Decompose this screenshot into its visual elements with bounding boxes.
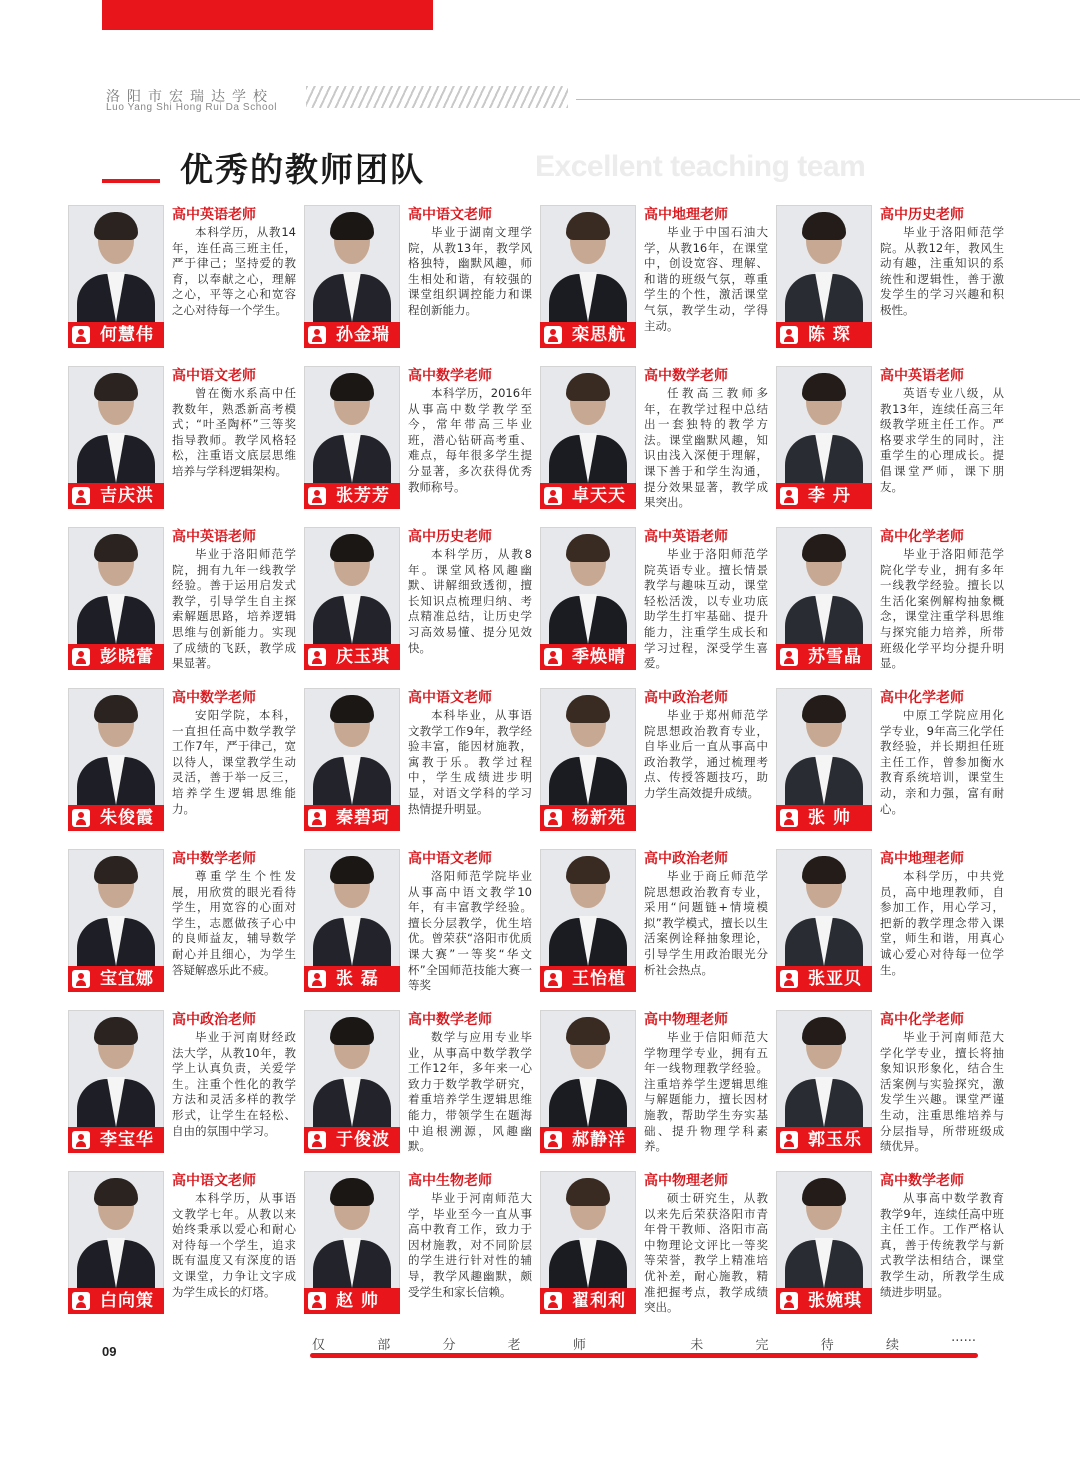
teacher-name: 李 丹 xyxy=(808,486,851,506)
teacher-bio: 毕业于中国石油大学，从教16年，在课堂中，创设宽容、理解、和谐的班级气氛，尊重学生的个性，激活课堂气氛，教学生动，学得主动。 xyxy=(644,225,768,333)
teacher-card xyxy=(774,847,1010,1008)
teacher-photo xyxy=(68,1171,164,1289)
teacher-card xyxy=(538,686,774,847)
teacher-bio: 毕业于洛阳师范学院化学专业，拥有多年一线教学经验。擅长以生活化案例解构抽象概念，课堂注重学科思维与探究能力培养，所带班级化学平均分提升明显。 xyxy=(880,547,1004,671)
person-icon xyxy=(308,809,326,827)
teacher-card xyxy=(774,1008,1010,1169)
teacher-name: 秦碧珂 xyxy=(336,808,390,828)
teacher-bio: 本科学历，从教8年。课堂风格风趣幽默、讲解细致透彻，擅长知识点梳理归纳、考点精准总结，让历史学习高效易懂、提分见效快。 xyxy=(408,547,532,655)
teacher-role: 高中英语老师 xyxy=(172,529,256,545)
teacher-bio: 毕业于河南师范大学化学专业，擅长将抽象知识形象化，结合生活案例与实验探究，激发学生兴趣。课堂严谨生动，注重思维培养与分层指导，所带班级成绩优异。 xyxy=(880,1030,1004,1154)
teacher-card xyxy=(66,525,302,686)
teacher-card xyxy=(538,525,774,686)
person-icon xyxy=(780,970,798,988)
teacher-name: 卓天天 xyxy=(572,486,626,506)
teacher-card xyxy=(66,1008,302,1169)
teacher-name: 何慧伟 xyxy=(100,325,154,345)
teacher-bio: 毕业于郑州师范学院思想政治教育专业，自毕业后一直从事高中政治教学，通过梳理考点、传授答题技巧，助力学生高效提升成绩。 xyxy=(644,708,768,800)
teacher-role: 高中化学老师 xyxy=(880,1012,964,1028)
teacher-bio: 英语专业八级，从教13年，连续任高三年级教学班主任工作。严格要求学生的同时，注重学生的心理成长。提倡课堂严师，课下朋友。 xyxy=(880,386,1004,494)
teacher-photo xyxy=(776,1171,872,1289)
teacher-name: 张 帅 xyxy=(808,808,851,828)
teacher-bio: 毕业于信阳师范大学物理学专业，拥有五年一线物理教学经验。注重培养学生逻辑思维与解题能力，擅长因材施教，帮助学生夯实基础、提升物理学科素养。 xyxy=(644,1030,768,1154)
person-icon xyxy=(780,487,798,505)
teacher-photo xyxy=(68,849,164,967)
teacher-role: 高中历史老师 xyxy=(880,207,964,223)
person-icon xyxy=(544,487,562,505)
teacher-name-tag xyxy=(776,483,872,509)
person-icon xyxy=(780,1131,798,1149)
teacher-name-tag xyxy=(776,1127,872,1153)
footer-note-char: 续 xyxy=(885,1338,899,1353)
teacher-bio: 硕士研究生，从教以来先后荣获洛阳市青年骨干教师、洛阳市高中物理论文评比一等奖等荣誉，教学上精准培优补差，耐心施教，精准把握考点，教学成绩突出。 xyxy=(644,1191,768,1315)
teacher-card xyxy=(774,203,1010,364)
teacher-name: 苏雪晶 xyxy=(808,647,862,667)
teacher-role: 高中数学老师 xyxy=(644,368,728,384)
person-icon xyxy=(308,1292,326,1310)
teacher-name: 栾思航 xyxy=(572,325,626,345)
teacher-name-tag xyxy=(304,322,400,348)
teacher-name-tag xyxy=(304,805,400,831)
top-red-bar xyxy=(102,0,433,30)
footer-note-char: 未 xyxy=(690,1338,704,1353)
teacher-card xyxy=(66,203,302,364)
teacher-name: 郝静洋 xyxy=(572,1130,626,1150)
teacher-name-tag xyxy=(776,1288,872,1314)
teacher-name-tag xyxy=(68,805,164,831)
person-icon xyxy=(308,970,326,988)
teacher-name: 李宝华 xyxy=(100,1130,154,1150)
teacher-bio: 本科毕业，从事语文教学工作9年，教学经验丰富，能因材施教，寓教于乐。教学过程中，学生成绩进步明显，对语文学科的学习热情提升明显。 xyxy=(408,708,532,816)
teacher-bio: 毕业于湖南文理学院，从教13年，教学风格独特，幽默风趣，师生相处和谐，有较强的课堂组织调控能力和课程创新能力。 xyxy=(408,225,532,317)
teacher-name-tag xyxy=(68,483,164,509)
teacher-bio: 本科学历，从事语文教学七年。从教以来始终秉承以爱心和耐心对待每一个学生，追求既有温度又有深度的语文课堂，力争让文字成为学生成长的灯塔。 xyxy=(172,1191,296,1299)
teacher-role: 高中英语老师 xyxy=(172,207,256,223)
teacher-name-tag xyxy=(776,805,872,831)
teacher-card xyxy=(302,1008,538,1169)
teacher-card xyxy=(538,364,774,525)
teacher-photo xyxy=(776,1010,872,1128)
teacher-name-tag xyxy=(540,483,636,509)
teacher-bio: 本科学历，从教14年，连任高三班主任，严于律己；坚持爱的教育，以奉献之心，理解之心，平等之心和宽容之心对待每一个学生。 xyxy=(172,225,296,317)
hatch-decoration xyxy=(306,86,568,108)
teacher-bio: 曾在衡水系高中任教数年，熟悉新高考模式；“叶圣陶杯”三等奖指导教师。教学风格轻松，注重语文底层思维培养与学科逻辑架构。 xyxy=(172,386,296,478)
teacher-name-tag xyxy=(68,322,164,348)
teacher-name: 白向策 xyxy=(100,1291,154,1311)
teacher-name-tag xyxy=(540,644,636,670)
teacher-bio: 毕业于河南财经政法大学，从教10年，教学上认真负责，关爱学生。注重个性化的教学方法和灵活多样的教学形式，让学生在轻松、自由的氛围中学习。 xyxy=(172,1030,296,1138)
teacher-name: 张婉琪 xyxy=(808,1291,862,1311)
teacher-role: 高中语文老师 xyxy=(408,207,492,223)
footer-note-char: 师 xyxy=(572,1338,586,1353)
teacher-bio: 安阳学院，本科，一直担任高中数学教学工作7年，严于律己，宽以待人，课堂教学生动灵活，善于举一反三，培养学生逻辑思维能力。 xyxy=(172,708,296,816)
teacher-card xyxy=(538,847,774,1008)
teacher-bio: 数学与应用专业毕业，从事高中数学教学工作12年，多年来一心致力于数学教学研究，着重培养学生逻辑思维能力，带领学生在题海中追根溯源，风趣幽默。 xyxy=(408,1030,532,1154)
person-icon xyxy=(72,809,90,827)
footer-note-char: 分 xyxy=(442,1338,456,1353)
footer-note-char: 完 xyxy=(755,1338,769,1353)
teacher-photo xyxy=(304,527,400,645)
teacher-card xyxy=(774,686,1010,847)
teacher-bio: 洛阳师范学院毕业从事高中语文教学10年，有丰富教学经验。擅长分层教学，优生培优。曾荣获“洛阳市优质课大赛”一等奖“华文杯”全国师范技能大赛一等奖 xyxy=(408,869,532,993)
footer-note-char: 仅 xyxy=(312,1338,326,1353)
teacher-name: 朱俊霞 xyxy=(100,808,154,828)
teacher-card xyxy=(774,525,1010,686)
teacher-role: 高中语文老师 xyxy=(408,851,492,867)
teacher-card xyxy=(538,1169,774,1330)
teacher-card xyxy=(538,1008,774,1169)
teacher-bio: 毕业于河南师范大学，毕业至今一直从事高中教育工作，致力于因材施教，对不同阶层的学生进行针对性的辅导，教学风趣幽默，颇受学生和家长信赖。 xyxy=(408,1191,532,1299)
teacher-photo xyxy=(68,205,164,323)
person-icon xyxy=(72,970,90,988)
person-icon xyxy=(72,1131,90,1149)
footer-note-char: ······ xyxy=(951,1334,976,1349)
teacher-card xyxy=(302,525,538,686)
teacher-name-tag xyxy=(68,966,164,992)
person-icon xyxy=(780,1292,798,1310)
teacher-name-tag xyxy=(540,966,636,992)
school-name-cn: 洛阳市宏瑞达学校 xyxy=(106,89,274,105)
teacher-photo xyxy=(540,1171,636,1289)
footer-note-char: 老 xyxy=(507,1338,521,1353)
teacher-photo xyxy=(540,205,636,323)
page-title-en: Excellent teaching team xyxy=(535,150,866,183)
teacher-role: 高中数学老师 xyxy=(880,1173,964,1189)
teacher-role: 高中数学老师 xyxy=(172,690,256,706)
person-icon xyxy=(308,487,326,505)
person-icon xyxy=(544,648,562,666)
teacher-photo xyxy=(776,527,872,645)
footer-note-char: 待 xyxy=(820,1338,834,1353)
teacher-role: 高中政治老师 xyxy=(644,851,728,867)
teacher-photo xyxy=(304,205,400,323)
teacher-role: 高中语文老师 xyxy=(172,368,256,384)
teacher-card xyxy=(66,847,302,1008)
teacher-role: 高中数学老师 xyxy=(172,851,256,867)
teacher-bio: 毕业于洛阳师范学院英语专业。擅长情景教学与趣味互动，课堂轻松活泼，以专业功底助学生打牢基础、提升能力，注重学生成长和学习过程，深受学生喜爱。 xyxy=(644,547,768,671)
person-icon xyxy=(72,326,90,344)
person-icon xyxy=(72,1292,90,1310)
teacher-name-tag xyxy=(68,1288,164,1314)
teacher-bio: 毕业于洛阳师范学院。从教12年，教风生动有趣，注重知识的系统性和逻辑性，善于激发学生的学习兴趣和积极性。 xyxy=(880,225,1004,317)
teacher-name: 庆玉琪 xyxy=(336,647,390,667)
teacher-name-tag xyxy=(304,1288,400,1314)
person-icon xyxy=(72,648,90,666)
teacher-role: 高中语文老师 xyxy=(172,1173,256,1189)
teacher-role: 高中化学老师 xyxy=(880,529,964,545)
teacher-role: 高中政治老师 xyxy=(644,690,728,706)
teacher-role: 高中数学老师 xyxy=(408,1012,492,1028)
person-icon xyxy=(780,809,798,827)
page-title: 优秀的教师团队 xyxy=(180,150,425,189)
teacher-name-tag xyxy=(540,1288,636,1314)
teacher-name-tag xyxy=(304,483,400,509)
teacher-role: 高中生物老师 xyxy=(408,1173,492,1189)
teacher-name-tag xyxy=(68,644,164,670)
teacher-card xyxy=(66,1169,302,1330)
teacher-name: 季焕晴 xyxy=(572,647,626,667)
footer-note-char: 部 xyxy=(377,1338,391,1353)
teacher-photo xyxy=(776,688,872,806)
teacher-photo xyxy=(68,1010,164,1128)
teacher-card xyxy=(66,364,302,525)
teacher-card xyxy=(538,203,774,364)
header-divider xyxy=(576,99,1080,100)
teacher-card xyxy=(302,847,538,1008)
teacher-name-tag xyxy=(540,1127,636,1153)
teacher-role: 高中英语老师 xyxy=(644,529,728,545)
teacher-name: 王怡植 xyxy=(572,969,626,989)
teacher-grid xyxy=(66,203,1066,1327)
teacher-name: 张 磊 xyxy=(336,969,379,989)
teacher-card xyxy=(774,364,1010,525)
teacher-photo xyxy=(68,527,164,645)
teacher-bio: 本科学历，中共党员，高中地理教师，自参加工作，用心学习，把新的教学理念带入课堂，师生和谐，用真心诚心爱心对待每一位学生。 xyxy=(880,869,1004,977)
teacher-name: 宝宜娜 xyxy=(100,969,154,989)
teacher-bio: 中原工学院应用化学专业，9年高三化学任教经验，并长期担任班主任工作，曾参加衡水教育系统培训，课堂生动，亲和力强，富有耐心。 xyxy=(880,708,1004,816)
school-name-en: Luo Yang Shi Hong Rui Da School xyxy=(106,102,278,113)
teacher-role: 高中物理老师 xyxy=(644,1173,728,1189)
teacher-role: 高中物理老师 xyxy=(644,1012,728,1028)
teacher-name: 郭玉乐 xyxy=(808,1130,862,1150)
teacher-bio: 毕业于洛阳师范学院，拥有九年一线教学经验。善于运用启发式教学，引导学生自主探索解题思路，培养逻辑思维与创新能力。实现了成绩的飞跃，教学成果显著。 xyxy=(172,547,296,671)
teacher-bio: 本科学历，2016年从事高中数学教学至今，常年带高三毕业班，潜心钻研高考重、难点，每年很多学生提分显著，多次获得优秀教师称号。 xyxy=(408,386,532,494)
teacher-card xyxy=(302,203,538,364)
person-icon xyxy=(544,1131,562,1149)
teacher-role: 高中历史老师 xyxy=(408,529,492,545)
teacher-photo xyxy=(540,1010,636,1128)
person-icon xyxy=(544,1292,562,1310)
teacher-role: 高中地理老师 xyxy=(880,851,964,867)
teacher-name-tag xyxy=(68,1127,164,1153)
teacher-photo xyxy=(304,366,400,484)
teacher-name: 张芳芳 xyxy=(336,486,390,506)
teacher-photo xyxy=(540,688,636,806)
teacher-name-tag xyxy=(304,644,400,670)
footer-red-line xyxy=(310,1353,978,1358)
teacher-photo xyxy=(776,205,872,323)
person-icon xyxy=(780,326,798,344)
teacher-name-tag xyxy=(776,966,872,992)
teacher-bio: 从事高中数学教育教学9年，连续任高中班主任工作。工作严格认真，善于传统教学与新式教学法相结合，课堂教学生动，所教学生成绩进步明显。 xyxy=(880,1191,1004,1299)
teacher-role: 高中地理老师 xyxy=(644,207,728,223)
teacher-photo xyxy=(304,1171,400,1289)
teacher-bio: 尊重学生个性发展，用欣赏的眼光看待学生，用宽容的心面对学生，志愿做孩子心中的良师益友，辅导数学耐心并且细心，为学生答疑解惑乐此不疲。 xyxy=(172,869,296,977)
teacher-name: 杨新苑 xyxy=(572,808,626,828)
teacher-name: 于俊波 xyxy=(336,1130,390,1150)
footer-note xyxy=(312,1334,976,1353)
teacher-name: 孙金瑞 xyxy=(336,325,390,345)
teacher-card xyxy=(66,686,302,847)
teacher-role: 高中政治老师 xyxy=(172,1012,256,1028)
teacher-card xyxy=(302,1169,538,1330)
person-icon xyxy=(308,1131,326,1149)
teacher-photo xyxy=(304,849,400,967)
teacher-role: 高中化学老师 xyxy=(880,690,964,706)
teacher-name-tag xyxy=(776,644,872,670)
teacher-role: 高中语文老师 xyxy=(408,690,492,706)
teacher-photo xyxy=(776,849,872,967)
teacher-name: 彭晓蕾 xyxy=(100,647,154,667)
teacher-name: 翟利利 xyxy=(572,1291,626,1311)
person-icon xyxy=(72,487,90,505)
teacher-bio: 任教高三教师多年，在教学过程中总结出一套独特的教学方法。课堂幽默风趣，知识由浅入深便于理解，课下善于和学生沟通，提分效果显著，教学成果突出。 xyxy=(644,386,768,510)
teacher-photo xyxy=(776,366,872,484)
teacher-card xyxy=(774,1169,1010,1330)
teacher-name: 陈 琛 xyxy=(808,325,851,345)
teacher-name-tag xyxy=(540,805,636,831)
person-icon xyxy=(544,326,562,344)
person-icon xyxy=(780,648,798,666)
teacher-card xyxy=(302,686,538,847)
teacher-photo xyxy=(540,527,636,645)
teacher-name-tag xyxy=(776,322,872,348)
teacher-name-tag xyxy=(304,966,400,992)
teacher-photo xyxy=(304,688,400,806)
teacher-photo xyxy=(68,688,164,806)
page-number: 09 xyxy=(102,1344,117,1359)
teacher-photo xyxy=(68,366,164,484)
teacher-name: 吉庆洪 xyxy=(100,486,154,506)
teacher-name-tag xyxy=(304,1127,400,1153)
person-icon xyxy=(308,326,326,344)
teacher-name: 赵 帅 xyxy=(336,1291,379,1311)
title-accent-bar xyxy=(102,179,160,183)
teacher-photo xyxy=(304,1010,400,1128)
teacher-bio: 毕业于商丘师范学院思想政治教育专业，采用“问题链+情境模拟”教学模式，擅长以生活案例诠释抽象理论，引导学生用政治眼光分析社会热点。 xyxy=(644,869,768,977)
teacher-photo xyxy=(540,366,636,484)
teacher-role: 高中英语老师 xyxy=(880,368,964,384)
teacher-photo xyxy=(540,849,636,967)
teacher-role: 高中数学老师 xyxy=(408,368,492,384)
person-icon xyxy=(544,809,562,827)
teacher-name-tag xyxy=(540,322,636,348)
teacher-card xyxy=(302,364,538,525)
person-icon xyxy=(308,648,326,666)
teacher-name: 张亚贝 xyxy=(808,969,862,989)
person-icon xyxy=(544,970,562,988)
